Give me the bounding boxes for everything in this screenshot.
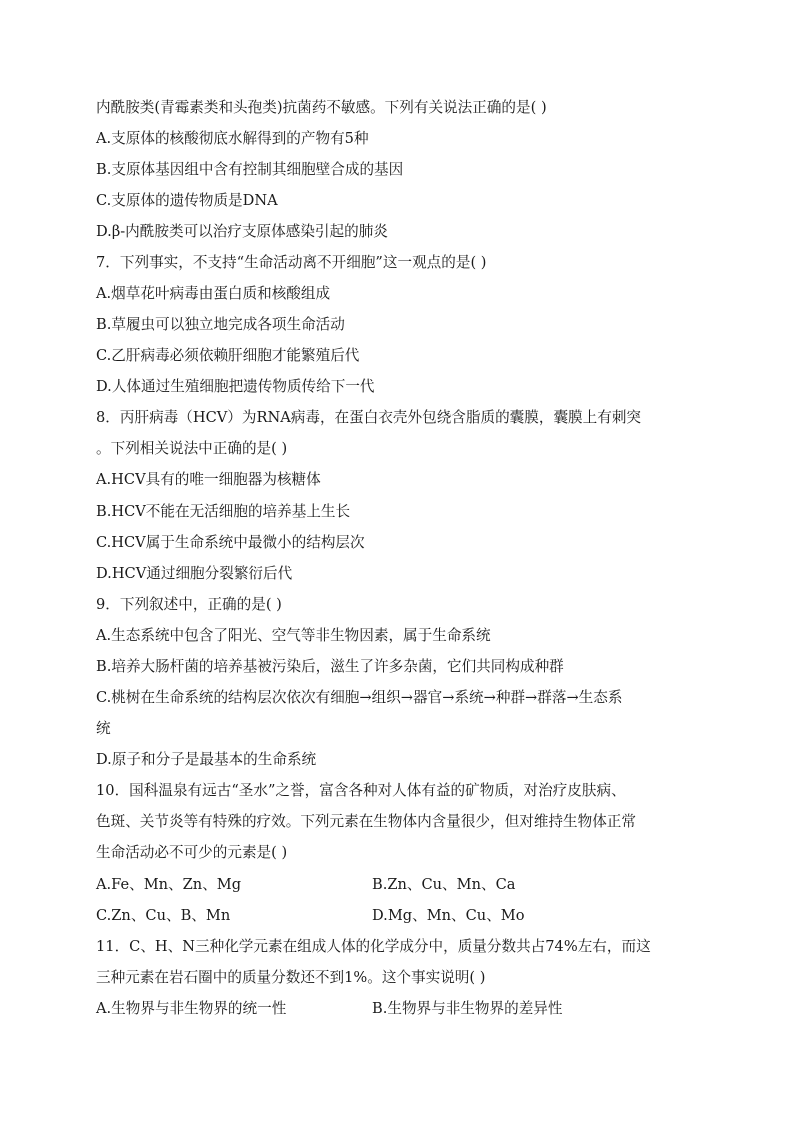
q10-option-a: A.Fe、Mn、Zn、Mg (96, 876, 242, 893)
q10-option-c: C.Zn、Cu、B、Mn (96, 907, 231, 924)
q7-option-a: A.烟草花叶病毒由蛋白质和核酸组成 (96, 285, 331, 302)
q7-option-b: B.草履虫可以独立地完成各项生命活动 (96, 316, 345, 333)
q6-option-d: D.β-内酰胺类可以治疗支原体感染引起的肺炎 (96, 223, 388, 240)
q8-stem-line-1: 8．丙肝病毒（HCV）为RNA病毒，在蛋白衣壳外包绕含脂质的囊膜，囊膜上有刺突 (96, 409, 642, 426)
q6-option-a: A.支原体的核酸彻底水解得到的产物有5种 (96, 130, 369, 147)
q7-option-d: D.人体通过生殖细胞把遗传物质传给下一代 (96, 378, 375, 395)
q9-option-a: A.生态系统中包含了阳光、空气等非生物因素，属于生命系统 (96, 627, 491, 644)
q9-option-c-line-2: 统 (96, 720, 111, 737)
q9-option-d: D.原子和分子是最基本的生命系统 (96, 751, 317, 768)
q8-option-a: A.HCV具有的唯一细胞器为核糖体 (96, 471, 321, 488)
q10-stem-line-3: 生命活动必不可少的元素是( ) (96, 844, 288, 861)
q11-option-b: B.生物界与非生物界的差异性 (372, 1000, 563, 1017)
q8-option-c: C.HCV属于生命系统中最微小的结构层次 (96, 534, 365, 551)
q6-option-c: C.支原体的遗传物质是DNA (96, 192, 278, 209)
q7-stem: 7．下列事实，不支持“生命活动离不开细胞”这一观点的是( ) (96, 254, 487, 271)
q8-option-b: B.HCV不能在无活细胞的培养基上生长 (96, 503, 351, 520)
q10-stem-line-2: 色斑、关节炎等有特殊的疗效。下列元素在生物体内含量很少，但对维持生物体正常 (96, 813, 636, 830)
q8-option-d: D.HCV通过细胞分裂繁衍后代 (96, 565, 293, 582)
q10-option-d: D.Mg、Mn、Cu、Mo (372, 907, 525, 924)
q11-option-a: A.生物界与非生物界的统一性 (96, 1000, 287, 1017)
q10-option-b: B.Zn、Cu、Mn、Ca (372, 876, 516, 893)
q7-option-c: C.乙肝病毒必须依赖肝细胞才能繁殖后代 (96, 347, 360, 364)
q9-option-b: B.培养大肠杆菌的培养基被污染后，滋生了许多杂菌，它们共同构成种群 (96, 658, 564, 675)
q9-option-c-line-1: C.桃树在生命系统的结构层次依次有细胞→组织→器官→系统→种群→群落→生态系 (96, 689, 623, 706)
q11-stem-line-1: 11．C、H、N三种化学元素在组成人体的化学成分中，质量分数共占74%左右，而这 (96, 938, 651, 955)
q11-stem-line-2: 三种元素在岩石圈中的质量分数还不到1%。这个事实说明( ) (96, 969, 486, 986)
q6-option-b: B.支原体基因组中含有控制其细胞壁合成的基因 (96, 161, 404, 178)
q10-stem-line-1: 10．国科温泉有远古“圣水”之誉，富含各种对人体有益的矿物质，对治疗皮肤病、 (96, 782, 626, 799)
q9-stem: 9．下列叙述中，正确的是( ) (96, 596, 282, 613)
q6-stem-continuation: 内酰胺类(青霉素类和头孢类)抗菌药不敏感。下列有关说法正确的是( ) (96, 99, 547, 116)
q8-stem-line-2: 。下列相关说法中正确的是( ) (96, 440, 288, 457)
